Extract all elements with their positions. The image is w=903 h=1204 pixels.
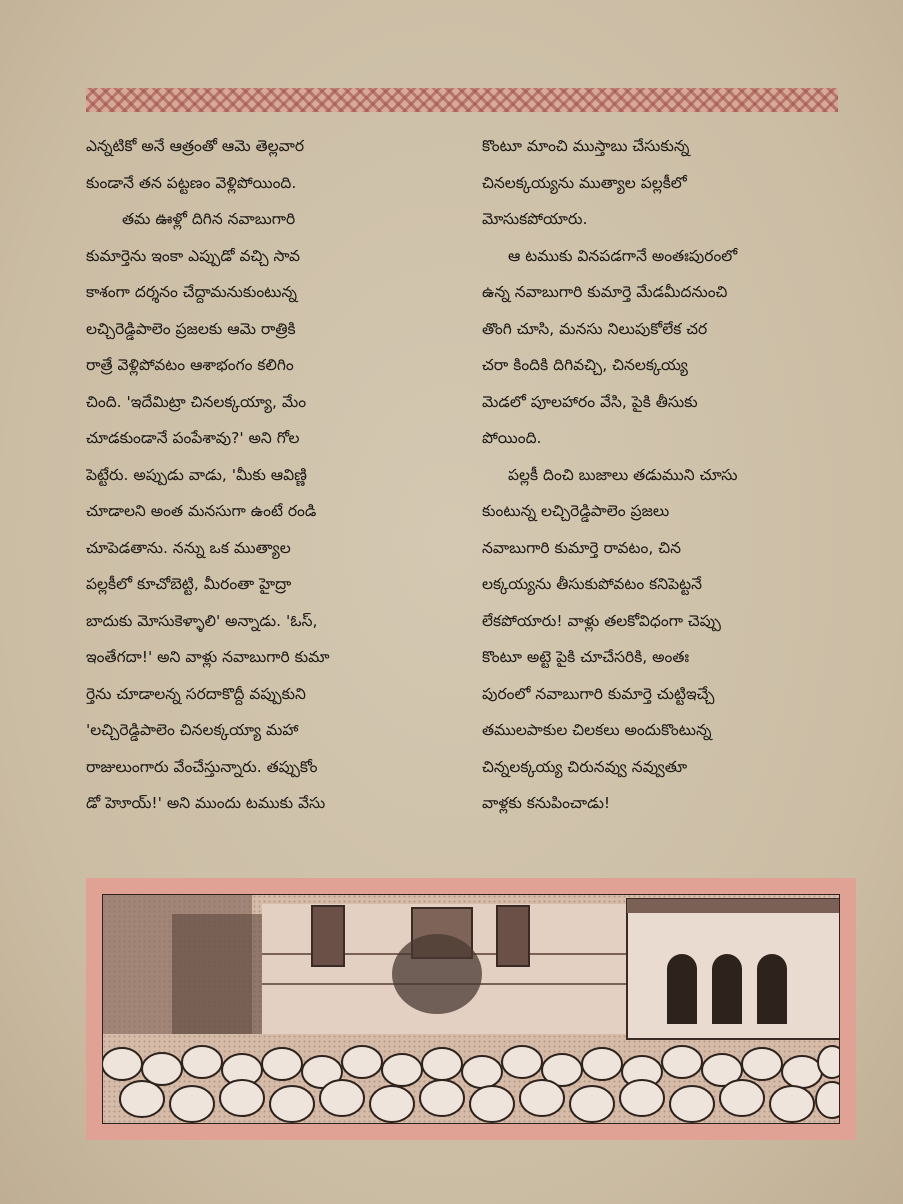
text-line: మోసుకపోయారు. xyxy=(482,210,588,228)
text-line: లక్కయ్యను తీసుకుపోవటం కనిపెట్టనే xyxy=(482,575,702,593)
text-line: చినలక్కయ్యను ముత్యాల పల్లకీలో xyxy=(482,173,687,192)
decorative-border-strip xyxy=(86,88,838,112)
text-line: తములపాకుల చిలకలు అందుకొంటున్న xyxy=(482,721,712,739)
right-text-column xyxy=(482,128,850,822)
text-line: తమ ఊళ్లో దిగిన నవాబుగారి xyxy=(122,210,296,228)
text-line: కొంటూ మాంచి ముస్తాబు చేసుకున్న xyxy=(482,137,690,155)
text-line: మెడలో పూలహారం వేసి, పైకి తీసుకు xyxy=(482,392,698,411)
text-line: చరా కిందికి దిగివచ్చి, చినలక్కయ్య xyxy=(482,356,688,374)
text-line: 'లచ్చిరెడ్డిపాలెం చినలక్కయ్యా మహా xyxy=(86,721,299,739)
text-line: ఉన్న నవాబుగారి కుమార్తె మేడమీదనుంచి xyxy=(482,283,728,301)
text-line: లచ్చిరెడ్డిపాలెం ప్రజలకు ఆమె రాత్రికి xyxy=(86,319,296,338)
palace-crowd-illustration xyxy=(86,878,856,1140)
text-line: చూడకుండానే పంపేశావు?' అని గోల xyxy=(86,429,300,447)
text-line: వాళ్లకు కనుపించాడు! xyxy=(482,794,611,812)
text-line: ఆ టముకు వినపడగానే అంతఃపురంలో xyxy=(508,246,738,265)
text-line: పోయింది. xyxy=(482,429,542,447)
text-line: రాత్రే వెళ్లిపోవటం ఆశాభంగం కలిగిం xyxy=(86,356,294,374)
text-line: తొంగి చూసి, మనసు నిలుపుకోలేక చర xyxy=(482,319,708,338)
text-line: కుండానే తన పట్టణం వెళ్లిపోయింది. xyxy=(86,173,297,192)
text-line: కొంటూ అట్టె పైకి చూచేసరికి, అంతః xyxy=(482,648,690,666)
text-line: పల్లకీలో కూచోబెట్టి, మీరంతా హైద్రా xyxy=(86,575,292,593)
text-line: చూపెడతాను. నన్ను ఒక ముత్యాల xyxy=(86,538,291,557)
palace-wall xyxy=(262,904,632,1034)
text-line: రాజులుంగారు వేంచేస్తున్నారు. తప్పుకోం xyxy=(86,757,318,776)
text-line: ఎన్నటికో అనే ఆత్రంతో ఆమె తెల్లవార xyxy=(86,137,305,155)
text-line: నవాబుగారి కుమార్తె రావటం, చిన xyxy=(482,538,681,557)
illustration-drawing xyxy=(102,894,840,1124)
left-text-column xyxy=(86,128,466,822)
text-line: ర్తెను చూడాలన్న సరదాకొద్దీ వప్పుకుని xyxy=(86,684,306,703)
text-line: పల్లకీ దించి బుజాలు తడుముని చూసు xyxy=(508,465,738,484)
text-line: కుంటున్న లచ్చిరెడ్డిపాలెం ప్రజలు xyxy=(482,502,670,520)
text-line: చిన్నలక్కయ్య చిరునవ్వు నవ్వుతూ xyxy=(482,757,688,776)
text-line: చూడాలని అంత మనసుగా ఉంటే రండి xyxy=(86,502,317,520)
text-line: కాశంగా దర్శనం చేద్దామనుకుంటున్న xyxy=(86,283,297,301)
pillar xyxy=(102,894,262,1034)
text-line: పురంలో నవాబుగారి కుమార్తె చుట్టిఇచ్చే xyxy=(482,684,715,703)
text-line: కుమార్తెను ఇంకా ఎప్పుడో వచ్చి సావ xyxy=(86,246,301,265)
text-line: పెట్టేరు. అప్పుడు వాడు, 'మీకు ఆవిణ్ణి xyxy=(86,465,307,484)
arched-building xyxy=(627,899,840,1039)
text-line: లేకపోయారు! వాళ్లు తలకోవిధంగా చెప్పు xyxy=(482,611,721,630)
text-line: చింది. 'ఇదేమిట్రా చినలక్కయ్యా, మేం xyxy=(86,392,307,411)
text-line: బాదుకు మోసుకెళ్ళాలి' అన్నాడు. 'ఓస్, xyxy=(86,611,318,630)
text-line: డో హెూయ్!' అని ముందు టముకు వేసు xyxy=(86,794,326,812)
text-line: ఇంతేగదా!' అని వాళ్లు నవాబుగారి కుమా xyxy=(86,648,330,666)
